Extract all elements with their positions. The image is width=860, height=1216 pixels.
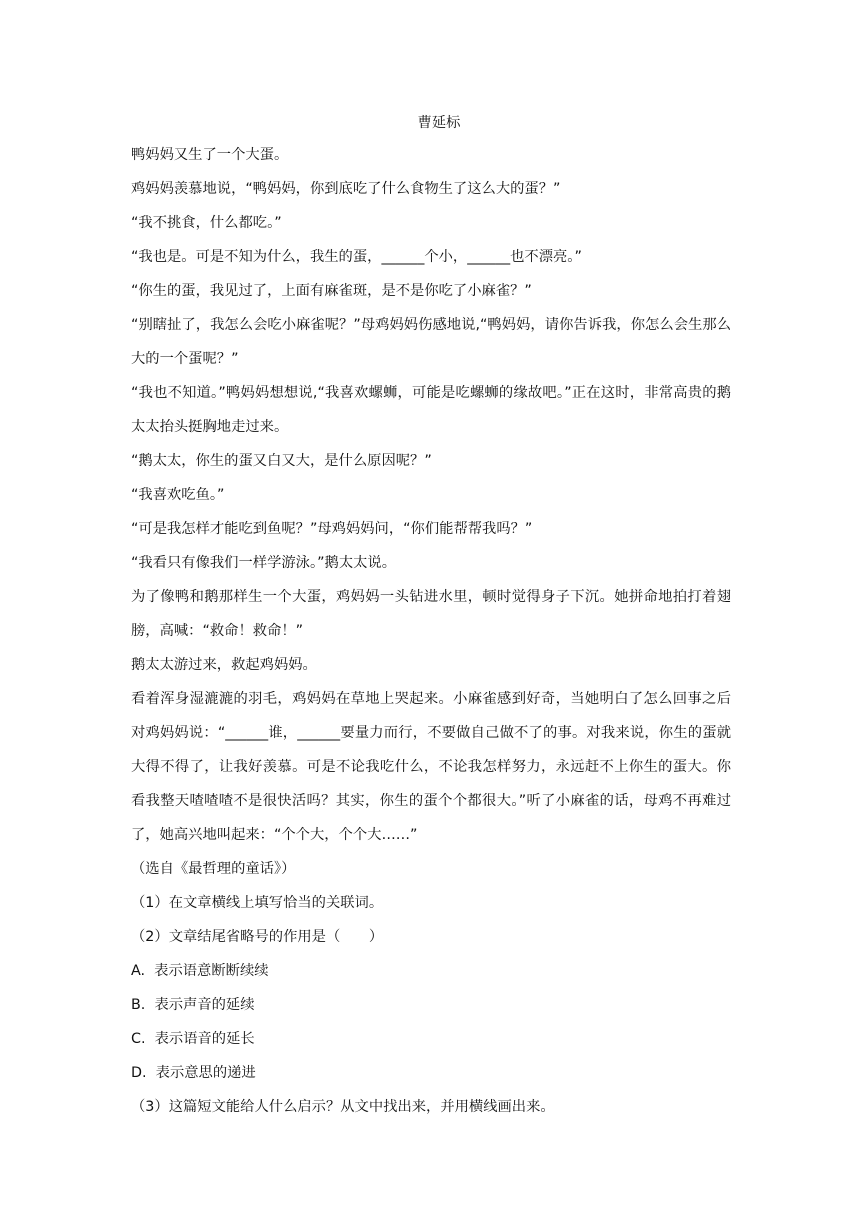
- option-d: D. 表示意思的递进: [131, 1065, 256, 1081]
- paragraph-1: 鸭妈妈又生了一个大蛋。: [131, 147, 289, 163]
- paragraph-5: “你生的蛋，我见过了，上面有麻雀斑，是不是你吃了小麻雀？”: [131, 283, 532, 299]
- option-a: A. 表示语意断断续续: [131, 963, 269, 979]
- question-2: （2）文章结尾省略号的作用是（ ）: [131, 929, 384, 945]
- option-c: C. 表示语音的延长: [131, 1031, 255, 1047]
- paragraph-14: 看着浑身湿漉漉的羽毛，鸡妈妈在草地上哭起来。小麻雀感到好奇，当她明白了怎么回事之后对鸡妈妈说：“______谁，______要量力而行，不要做自己做不了的事。对我来说，你生的蛋就大得不得了，让我好羡慕。可是不论我吃什么，不论我怎样努力，永远赶不上你生的蛋大。你看我整天喳喳喳不是很快活吗？其实，你生的蛋个个都很大。”听了小麻雀的话，母鸡不再难过了，她高兴地叫起来：“个个大，个个大……”: [131, 691, 731, 843]
- option-b: B. 表示声音的延续: [131, 997, 255, 1013]
- paragraph-2: 鸡妈妈羡慕地说，“鸭妈妈，你到底吃了什么食物生了这么大的蛋？”: [131, 181, 561, 197]
- paragraph-3: “我不挑食，什么都吃。”: [131, 215, 282, 231]
- paragraph-11: “我看只有像我们一样学游泳。”鹅太太说。: [131, 555, 397, 571]
- document-page: [131, 108, 731, 1124]
- paragraph-4: “我也是。可是不知为什么，我生的蛋，______个小，______也不漂亮。”: [131, 249, 582, 265]
- paragraph-6: “别瞎扯了，我怎么会吃小麻雀呢？”母鸡妈妈伤感地说,“鸭妈妈，请你告诉我，你怎么会生那么大的一个蛋呢？”: [131, 317, 731, 367]
- paragraph-10: “可是我怎样才能吃到鱼呢？”母鸡妈妈问，“你们能帮帮我吗？”: [131, 521, 533, 537]
- question-1: （1）在文章横线上填写恰当的关联词。: [131, 895, 384, 911]
- paragraph-8: “鹅太太，你生的蛋又白又大，是什么原因呢？”: [131, 453, 432, 469]
- source-note: （选自《最哲理的童话》）: [131, 861, 296, 877]
- question-3: （3）这篇短文能给人什么启示？从文中找出来，并用横线画出来。: [131, 1099, 555, 1115]
- paragraph-9: “我喜欢吃鱼。”: [131, 487, 225, 503]
- paragraph-12: 为了像鸭和鹅那样生一个大蛋，鸡妈妈一头钻进水里，顿时觉得身子下沉。她拼命地拍打着翅膀，高喊：“救命！救命！”: [131, 589, 731, 639]
- author-name: 曹延标: [417, 115, 461, 131]
- paragraph-13: 鹅太太游过来，救起鸡妈妈。: [131, 657, 317, 673]
- paragraph-7: “我也不知道。”鸭妈妈想想说,“我喜欢螺蛳，可能是吃螺蛳的缘故吧。”正在这时，非常高贵的鹅太太抬头挺胸地走过来。: [131, 385, 731, 435]
